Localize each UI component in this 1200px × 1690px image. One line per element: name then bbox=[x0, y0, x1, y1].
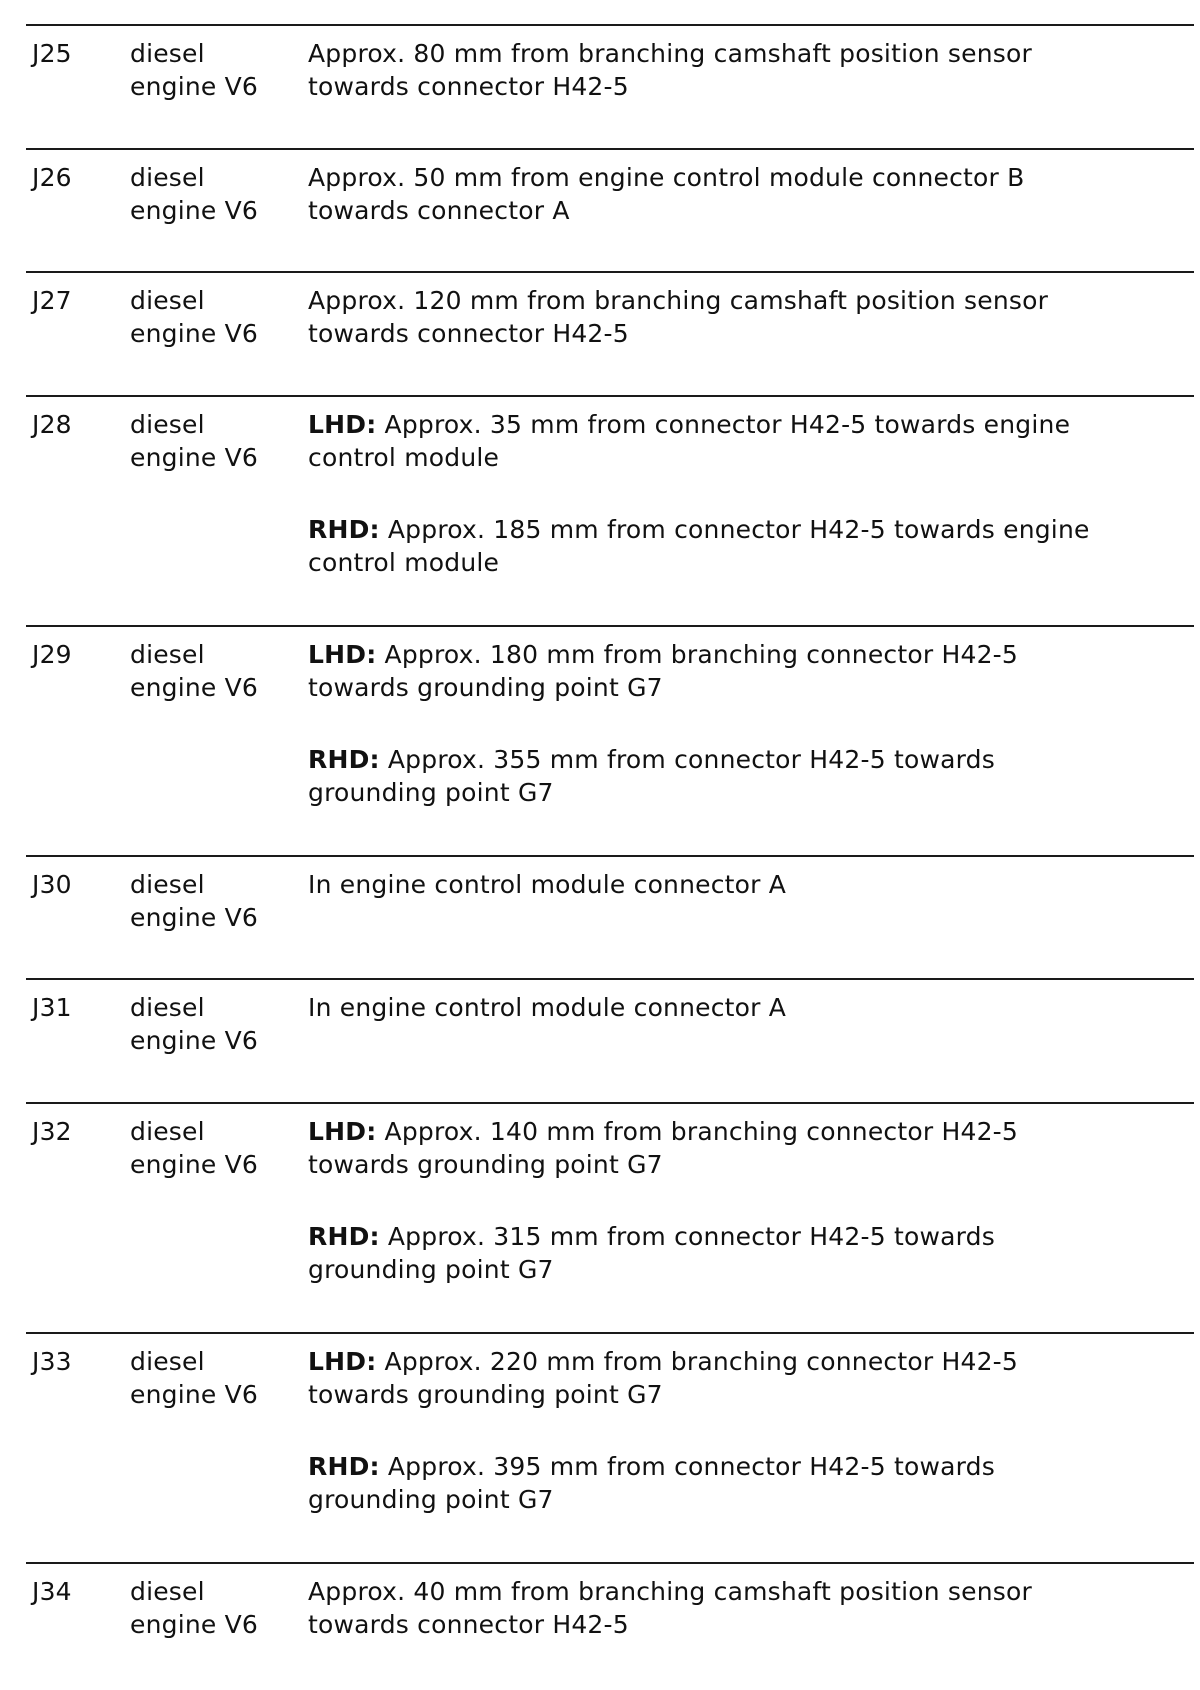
table-row bbox=[26, 395, 1194, 625]
table-row bbox=[26, 625, 1194, 855]
location-line bbox=[308, 408, 1188, 441]
location-paragraph bbox=[308, 743, 1188, 809]
location-paragraph bbox=[308, 161, 1188, 227]
engine-scope-line: diesel bbox=[130, 1346, 205, 1376]
engine-scope-line: engine V6 bbox=[130, 1026, 259, 1055]
location-text: Approx. 185 mm from connector H42-5 towards engine bbox=[379, 514, 1090, 544]
drive-side-label: LHD: bbox=[308, 1346, 377, 1376]
location-paragraph bbox=[308, 513, 1188, 579]
engine-scope-line: diesel bbox=[130, 639, 205, 669]
location-line bbox=[308, 1450, 1188, 1483]
location-line: towards connector H42-5 bbox=[308, 1609, 629, 1639]
location-line bbox=[308, 513, 1188, 546]
table-row bbox=[26, 24, 1194, 148]
location-line bbox=[308, 638, 1188, 671]
location-paragraph bbox=[308, 408, 1188, 474]
location-paragraph bbox=[308, 1450, 1188, 1516]
engine-scope bbox=[130, 1115, 300, 1181]
location-paragraph bbox=[308, 868, 1188, 901]
table-row bbox=[26, 978, 1194, 1102]
table-row bbox=[26, 1562, 1194, 1686]
engine-scope-line: engine V6 bbox=[130, 1609, 259, 1639]
engine-scope bbox=[130, 638, 300, 704]
location-description bbox=[308, 161, 1188, 227]
engine-scope-line: engine V6 bbox=[130, 902, 259, 932]
engine-scope bbox=[130, 284, 300, 350]
engine-scope-line: engine V6 bbox=[130, 442, 259, 472]
location-paragraph bbox=[308, 991, 1188, 1024]
location-line: towards grounding point G7 bbox=[308, 1149, 663, 1179]
engine-scope-line: diesel bbox=[130, 993, 205, 1022]
location-line: Approx. 40 mm from branching camshaft position sensor bbox=[308, 1576, 1032, 1606]
junction-id: J26 bbox=[32, 162, 72, 192]
location-text: Approx. 140 mm from branching connector H42-5 bbox=[376, 1116, 1019, 1146]
drive-side-label: RHD: bbox=[308, 1221, 380, 1251]
drive-side-label: RHD: bbox=[308, 744, 380, 774]
location-paragraph bbox=[308, 638, 1188, 704]
location-paragraph bbox=[308, 284, 1188, 350]
drive-side-label: LHD: bbox=[308, 409, 377, 439]
engine-scope bbox=[130, 991, 300, 1057]
location-line: Approx. 120 mm from branching camshaft position sensor bbox=[308, 286, 1049, 315]
table-row bbox=[26, 271, 1194, 395]
location-line: grounding point G7 bbox=[308, 1254, 554, 1284]
location-text: Approx. 355 mm from connector H42-5 towards bbox=[379, 744, 995, 774]
location-line bbox=[308, 1220, 1188, 1253]
junction-id: J31 bbox=[32, 993, 72, 1022]
engine-scope-line: diesel bbox=[130, 39, 205, 68]
location-paragraph bbox=[308, 1115, 1188, 1181]
location-paragraph bbox=[308, 1220, 1188, 1286]
engine-scope-line: diesel bbox=[130, 409, 205, 439]
drive-side-label: LHD: bbox=[308, 1116, 377, 1146]
engine-scope-line: engine V6 bbox=[130, 1149, 259, 1179]
location-line: grounding point G7 bbox=[308, 777, 554, 807]
location-description bbox=[308, 638, 1188, 809]
location-line: control module bbox=[308, 547, 500, 577]
drive-side-label: RHD: bbox=[308, 1451, 380, 1481]
engine-scope-line: engine V6 bbox=[130, 1379, 259, 1409]
table-row bbox=[26, 855, 1194, 979]
drive-side-label: LHD: bbox=[308, 639, 377, 669]
location-description bbox=[308, 408, 1188, 579]
location-text: Approx. 220 mm from branching connector H42-5 bbox=[376, 1346, 1019, 1376]
location-line: grounding point G7 bbox=[308, 1484, 554, 1514]
location-description bbox=[308, 868, 1188, 901]
drive-side-label: RHD: bbox=[308, 514, 380, 544]
engine-scope-line: diesel bbox=[130, 869, 205, 899]
location-text: Approx. 315 mm from connector H42-5 towards bbox=[379, 1221, 995, 1251]
engine-scope-line: engine V6 bbox=[130, 319, 259, 348]
engine-scope-line: diesel bbox=[130, 162, 205, 192]
location-paragraph bbox=[308, 1575, 1188, 1641]
engine-scope-line: diesel bbox=[130, 1116, 205, 1146]
table-row bbox=[26, 148, 1194, 272]
location-text: Approx. 395 mm from connector H42-5 towards bbox=[379, 1451, 995, 1481]
engine-scope-line: diesel bbox=[130, 286, 205, 315]
location-paragraph bbox=[308, 1345, 1188, 1411]
location-text: Approx. 35 mm from connector H42-5 towards engine bbox=[376, 409, 1071, 439]
engine-scope bbox=[130, 408, 300, 474]
location-line bbox=[308, 743, 1188, 776]
junction-id: J27 bbox=[32, 286, 72, 315]
engine-scope bbox=[130, 37, 300, 103]
location-line: In engine control module connector A bbox=[308, 993, 787, 1022]
location-line bbox=[308, 1345, 1188, 1378]
location-line: towards grounding point G7 bbox=[308, 672, 663, 702]
engine-scope-line: diesel bbox=[130, 1576, 205, 1606]
location-line bbox=[308, 1115, 1188, 1148]
table-row bbox=[26, 1332, 1194, 1562]
engine-scope bbox=[130, 1575, 300, 1641]
junction-id: J32 bbox=[32, 1116, 72, 1146]
engine-scope bbox=[130, 1345, 300, 1411]
location-description bbox=[308, 1345, 1188, 1516]
engine-scope-line: engine V6 bbox=[130, 672, 259, 702]
location-description bbox=[308, 991, 1188, 1024]
location-text: Approx. 180 mm from branching connector H42-5 bbox=[376, 639, 1019, 669]
location-line: control module bbox=[308, 442, 500, 472]
location-description bbox=[308, 284, 1188, 350]
table-row bbox=[26, 1102, 1194, 1332]
junction-id: J29 bbox=[32, 639, 72, 669]
location-line: Approx. 80 mm from branching camshaft position sensor bbox=[308, 39, 1032, 68]
junction-location-table bbox=[26, 24, 1194, 1685]
junction-id: J34 bbox=[32, 1576, 72, 1606]
location-line: Approx. 50 mm from engine control module connector B bbox=[308, 162, 1025, 192]
junction-id: J33 bbox=[32, 1346, 72, 1376]
engine-scope bbox=[130, 161, 300, 227]
engine-scope bbox=[130, 868, 300, 934]
location-description bbox=[308, 1115, 1188, 1286]
engine-scope-line: engine V6 bbox=[130, 195, 259, 225]
location-line: In engine control module connector A bbox=[308, 869, 787, 899]
junction-id: J25 bbox=[32, 39, 72, 68]
location-paragraph bbox=[308, 37, 1188, 103]
location-description bbox=[308, 1575, 1188, 1641]
location-line: towards grounding point G7 bbox=[308, 1379, 663, 1409]
junction-id: J28 bbox=[32, 409, 72, 439]
location-line: towards connector A bbox=[308, 195, 570, 225]
location-line: towards connector H42-5 bbox=[308, 72, 629, 101]
location-description bbox=[308, 37, 1188, 103]
location-line: towards connector H42-5 bbox=[308, 319, 629, 348]
junction-id: J30 bbox=[32, 869, 72, 899]
engine-scope-line: engine V6 bbox=[130, 72, 259, 101]
